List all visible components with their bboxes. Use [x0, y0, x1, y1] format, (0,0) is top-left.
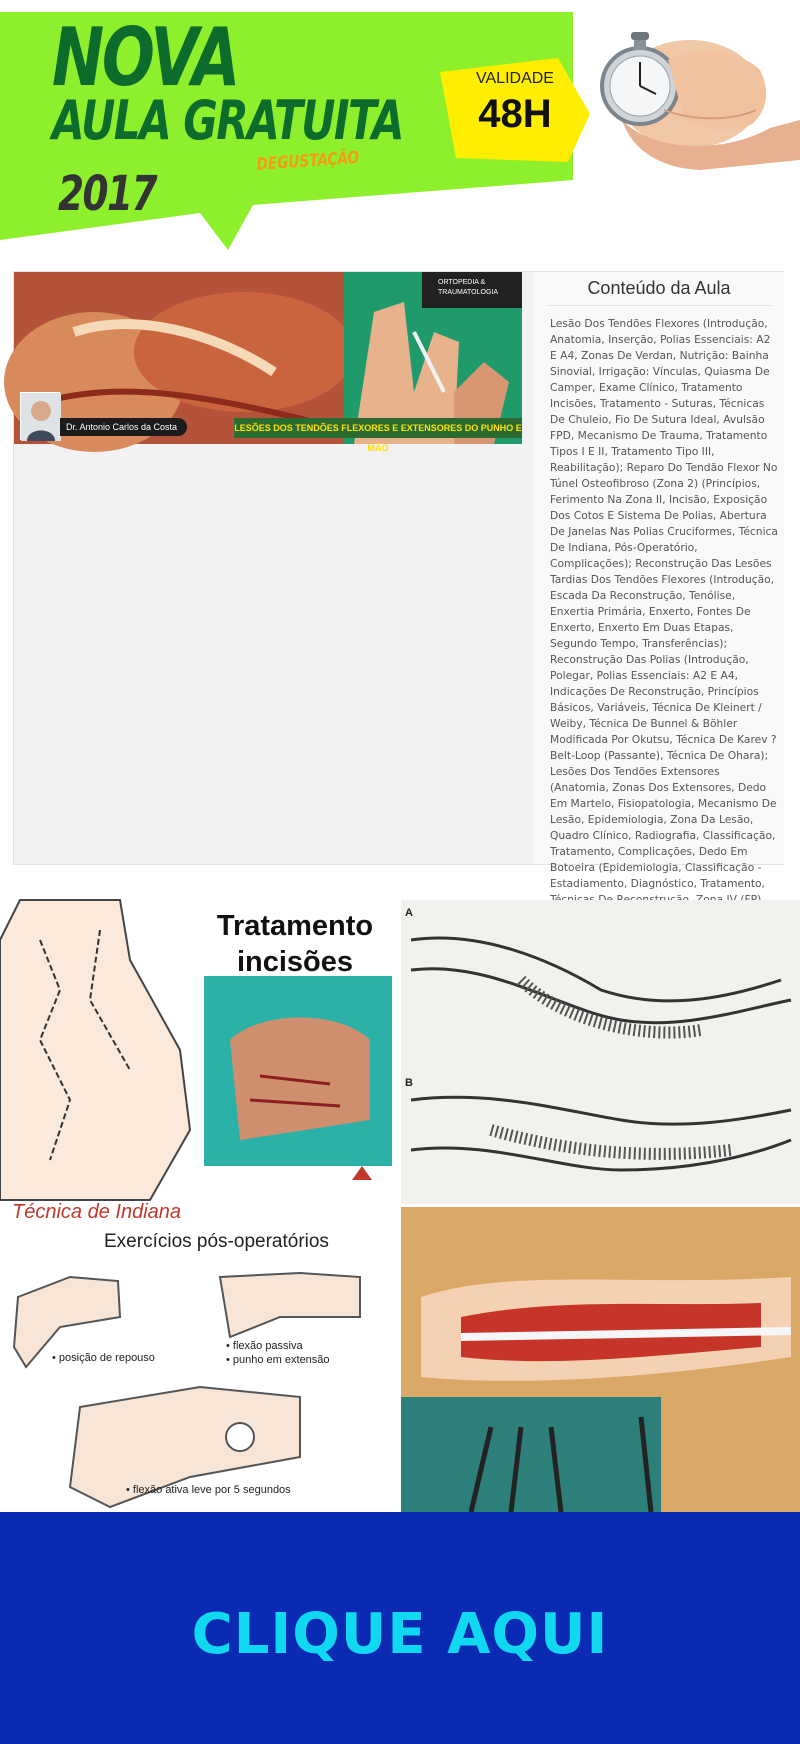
- title-line-2: incisões: [236, 946, 354, 978]
- promo-banner: [0, 0, 800, 250]
- doctor-avatar: [20, 392, 60, 440]
- surgery-closeup-photo: [401, 1207, 800, 1512]
- caption-active-flexion: • flexão ativa leve por 5 segundos: [126, 1484, 291, 1496]
- exercise-subtitle: Exercícios pós-operatórios: [104, 1231, 329, 1252]
- surgery-photo-tile: [401, 1207, 800, 1512]
- incision-treatment-image: [0, 900, 398, 1204]
- sidebar-title: Conteúdo da Aula: [546, 272, 772, 306]
- title-line-1: Tratamento: [216, 910, 374, 942]
- banner-year: 2017: [58, 166, 156, 222]
- lesson-banner-tag: ORTOPEDIA & TRAUMATOLOGIA: [422, 272, 522, 308]
- validity-label: VALIDADE: [476, 70, 554, 87]
- stopwatch-hand-illustration: [602, 32, 800, 170]
- doctor-name: Dr. Antonio Carlos da Costa: [60, 418, 187, 436]
- banner-title-aula-gratuita: AULA GRATUITA: [52, 89, 403, 152]
- technique-title: Técnica de Indiana: [12, 1201, 182, 1223]
- tile-title-tratamento: [200, 908, 390, 980]
- diagram-label-b: B: [405, 1077, 413, 1089]
- tendon-pulley-diagram: [401, 900, 800, 1204]
- diagram-label-a: A: [405, 907, 413, 919]
- validity-hours: 48H: [478, 92, 552, 136]
- caption-rest-position: • posição de repouso: [52, 1352, 155, 1364]
- lesson-sidebar: [534, 272, 784, 890]
- sidebar-content-text: Lesão Dos Tendões Flexores (Introdução, Anatomia, Inserção, Polias Essenciais: A2 E A4, Zonas De Verdan, Nutrição: Bainha Sinovial, Irrigação: Vínculas, Quiasma De Camper, Exame Clínico, Tratamento Incisões, Tratamento - Suturas, Técnicas De Chuleio, Fio De Sutura Ideal, Avulsão FPD, Mecanismo De Trauma, Tratamento Tipos I E II, Tratamento Tipo III, Reabilitação); Reparo Do Tendão Flexor No Túnel Osteofibroso (Zona 2) (Princípios, Ferimento Na Zona II, Incisão, Exposição Dos Cotos E Sistema De Polias, Abertura De Janelas Nas Polias Cruciformes, Técnica De Indiana, Pós-Operatório, Complicações); Reconstrução Das Lesões Tardias Dos Tendões Flexores (Introdução, Escada Da Reconstrução, Tenólise, Enxertia Primária, Enxerto, Fontes De Enxerto, Enxerto Em Duas Etapas, Segundo Tempo, Transferências); Reconstrução Das Polias (Introdução, Polegar, Polias Essenciais: A2 E A4, Indicações De Reconstrução, Princípios Básicos, Variáveis, Técnica De Kleinert / Weiby, Técnica De Bunnel & Böhler Modificada Por Okutsu, Técnica De Karev ? Belt-Loop (Passante), Técnica De Ohara); Lesões Dos Tendões Extensores (Anatomia, Zonas Dos Extensores, Dedo Em Martelo, Fisiopatologia, Mecanismo De Lesão, Epidemiologia, Zona Da Lesão, Quadro Clínico, Radiografia, Classificação, Tratamento, Complicações, Dedo Em Botoeira (Epidemiologia, Classificação - Estadiamento, Diagnóstico, Tratamento,: [550, 317, 778, 890]
- lesson-banner-image: [14, 272, 522, 453]
- tendon-drawing: [401, 900, 800, 1204]
- indiana-technique-image: [0, 1201, 398, 1512]
- cta-button[interactable]: [0, 1512, 800, 1744]
- lesson-banner-title: LESÕES DOS TENDÕES FLEXORES E EXTENSORES DO PUNHO E MÃO: [234, 418, 522, 438]
- cta-label[interactable]: CLIQUE AQUI: [191, 1601, 609, 1667]
- banner-degustacao-tag: DEGUSTAÇÃO: [256, 147, 360, 175]
- lesson-content-box: [13, 271, 784, 890]
- caption-passive-flexion: • flexão passiva: [226, 1340, 303, 1352]
- caption-wrist-extension: • punho em extensão: [226, 1354, 330, 1366]
- banner-title-nova: NOVA: [52, 11, 239, 104]
